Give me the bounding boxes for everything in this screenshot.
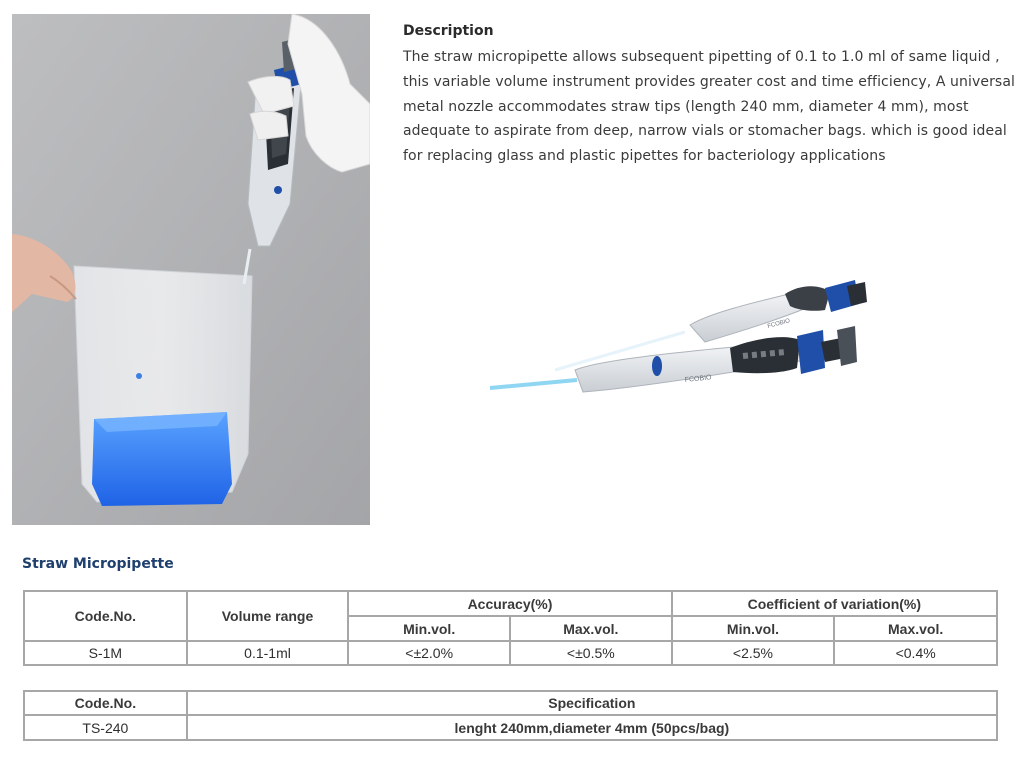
header-coefficient-of-variation: Coefficient of variation(%) bbox=[672, 591, 997, 616]
table-header-row bbox=[24, 591, 997, 616]
header-accuracy-min: Min.vol. bbox=[348, 616, 510, 641]
description-text: The straw micropipette allows subsequent pipetting of 0.1 to 1.0 ml of same liquid , this variable volume instrument provides greater cost and time efficiency, A universal metal nozzle accommodates straw tips (length 240 mm, diameter 4 mm), most adequate to aspirate from deep, narrow vials or stomacher bags. which is good ideal for replacing glass and plastic pipettes for bacteriology applications bbox=[403, 49, 1015, 165]
cell-volume-range: 0.1-1ml bbox=[187, 641, 349, 665]
back-pipette-brand: FCOBIO bbox=[766, 318, 791, 330]
cell-code: TS-240 bbox=[24, 715, 187, 740]
header-cv-max: Max.vol. bbox=[834, 616, 997, 641]
header-cv-min: Min.vol. bbox=[672, 616, 835, 641]
header-code: Code.No. bbox=[24, 591, 187, 641]
cell-cv-max: <0.4% bbox=[834, 641, 997, 665]
cell-code: S-1M bbox=[24, 641, 187, 665]
header-volume-range: Volume range bbox=[187, 591, 349, 641]
table-row bbox=[24, 641, 997, 665]
header-accuracy: Accuracy(%) bbox=[348, 591, 671, 616]
cell-accuracy-min: <±2.0% bbox=[348, 641, 510, 665]
description-block bbox=[403, 20, 1018, 169]
front-pipette-brand: FCOBIO bbox=[684, 374, 712, 384]
pipette-in-bag-illustration bbox=[12, 14, 370, 525]
cell-cv-min: <2.5% bbox=[672, 641, 835, 665]
header-specification: Specification bbox=[187, 691, 997, 715]
description-title: Description bbox=[403, 23, 494, 39]
cell-specification: lenght 240mm,diameter 4mm (50pcs/bag) bbox=[187, 715, 997, 740]
product-pipettes-illustration bbox=[485, 270, 880, 405]
straw-tips-table bbox=[23, 690, 998, 741]
header-accuracy-max: Max.vol. bbox=[510, 616, 672, 641]
cell-accuracy-max: <±0.5% bbox=[510, 641, 672, 665]
product-photo bbox=[12, 14, 370, 525]
pipettes-image bbox=[485, 270, 880, 405]
specification-table bbox=[23, 590, 998, 666]
table-row bbox=[24, 715, 997, 740]
table-header-row bbox=[24, 691, 997, 715]
header-code: Code.No. bbox=[24, 691, 187, 715]
section-title: Straw Micropipette bbox=[22, 556, 174, 572]
